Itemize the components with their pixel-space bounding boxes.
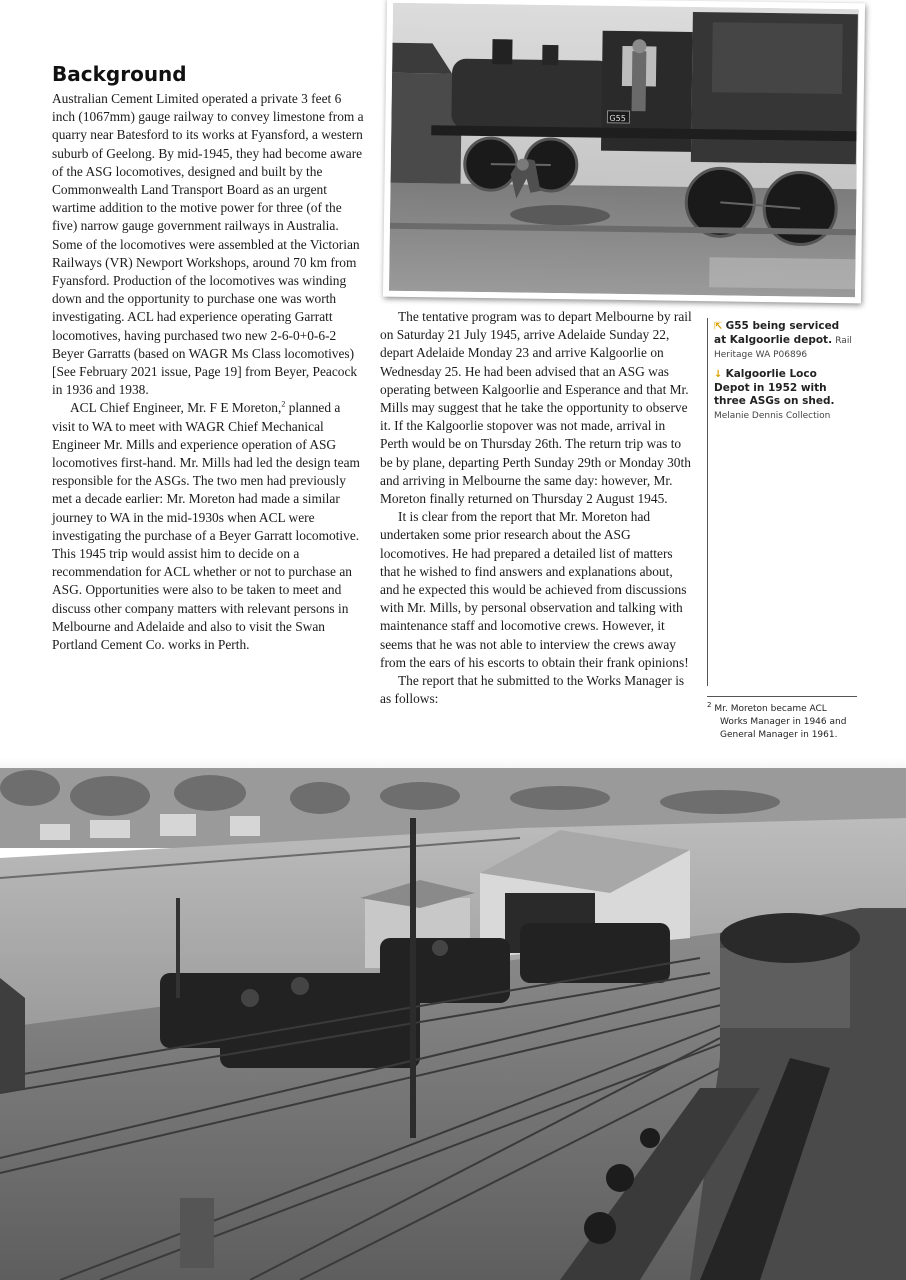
paragraph: Australian Cement Limited operated a private 3 feet 6 inch (1067mm) gauge railway to convey limestone from a quarry near Batesford to its works at Fyansford, a western suburb of Geelong. By mid-1945, they had become aware of the ASG locomotives, designed and built by the Commonwealth Land Transport Board as an urgent wartime addition to the motive power for three (of the five) narrow gauge government railways in Australia. Some of the locomotives were assembled at the Victorian Railways (VR) Newport Workshops, around 70 km from Fyansford. Production of the locomotives was winding down and the opportunity to purchase one was worth investigating. ACL had experience operating Garratt locomotives, having purchased two new 2-6-0+0-6-2 Beyer Garratts (based on WAGR Ms Class locomotives) [See February 2021 issue, Page 19] from Beyer, Peacock in 1936 and 1938.: [52, 91, 364, 398]
arrow-up-left-icon: ⇱: [714, 321, 723, 332]
paragraph: [52, 399, 364, 654]
caption-top-photo: [714, 320, 854, 363]
arrow-down-icon: ↓: [714, 369, 723, 380]
photo-g55-graphic: [389, 3, 859, 297]
paragraph-lead: ACL Chief Engineer, Mr. F E Moreton,: [70, 400, 282, 416]
left-text-column: [52, 90, 364, 654]
footnote-text: Mr. Moreton became ACL Works Manager in 1946 and General Manager in 1961.: [714, 704, 847, 740]
footnote-number: 2: [707, 701, 712, 709]
caption-divider: [707, 318, 708, 686]
photo-kalgoorlie-depot: [0, 758, 906, 1280]
section-heading: Background: [52, 62, 187, 86]
footnote: [707, 696, 857, 742]
caption-bottom-photo: [714, 368, 854, 423]
caption-title: Kalgoorlie Loco Depot in 1952 with three ASGs on shed.: [714, 368, 835, 407]
caption-title: G55 being serviced at Kalgoorlie depot.: [714, 320, 840, 346]
paragraph-rest: planned a visit to WA to meet with WAGR Chief Mechanical Engineer Mr. Mills and experience operation of ASG locomotives first-hand. Mr. Mills had led the design team responsible for the ASGs. The two men had previously met a decade earlier: Mr. Moreton had made a similar journey to WA in the mid-1930s when ACL were investigating the purchase of a Beyer Garratt locomotive. This 1945 trip would assist him to decide on a recommendation for ACL whether or not to purchase an ASG. Opportunities were also to be taken to meet and discuss other company matters with relevant persons in Melbourne and Adelaide and also to visit the Swan Portland Cement Co. works in Perth.: [52, 400, 360, 653]
paragraph: It is clear from the report that Mr. Moreton had undertaken some prior research about the ASG locomotives. He had prepared a detailed list of matters that he wished to find answers and explanations about, and he expected this would be achieved from discussions with Mr. Mills, by personal observation and talking with maintenance staff and locomotive crews. However, it seems that he was not able to interview the crews away from the ears of his escorts to obtain their frank opinions!: [380, 509, 689, 670]
photo-g55-serviced: [383, 0, 865, 303]
middle-text-column: [380, 308, 692, 708]
footnote-ref: 2: [281, 399, 286, 409]
loco-number: G55: [609, 113, 626, 124]
paragraph: The tentative program was to depart Melbourne by rail on Saturday 21 July 1945, arrive Adelaide Sunday 22, depart Adelaide Monday 23 and arrive Kalgoorlie on Wednesday 25. He had been advised that an ASG was operating between Kalgoorlie and Esperance and that Mr. Mills may suggest that he take the opportunity to observe it. If the Kalgoorlie stopover was not made, arrival in Perth would be on Thursday 26th. The return trip was to be by plane, departing Perth Sunday 29th or Monday 30th and arriving in Melbourne the same day: however, Mr. Moreton finally returned on Thursday 2 August 1945.: [380, 309, 692, 507]
paragraph: The report that he submitted to the Works Manager is as follows:: [380, 673, 685, 707]
photo-depot-graphic: [0, 758, 906, 1280]
caption-credit: Rail Heritage WA P06896: [714, 335, 852, 360]
caption-credit: Melanie Dennis Collection: [714, 410, 831, 421]
